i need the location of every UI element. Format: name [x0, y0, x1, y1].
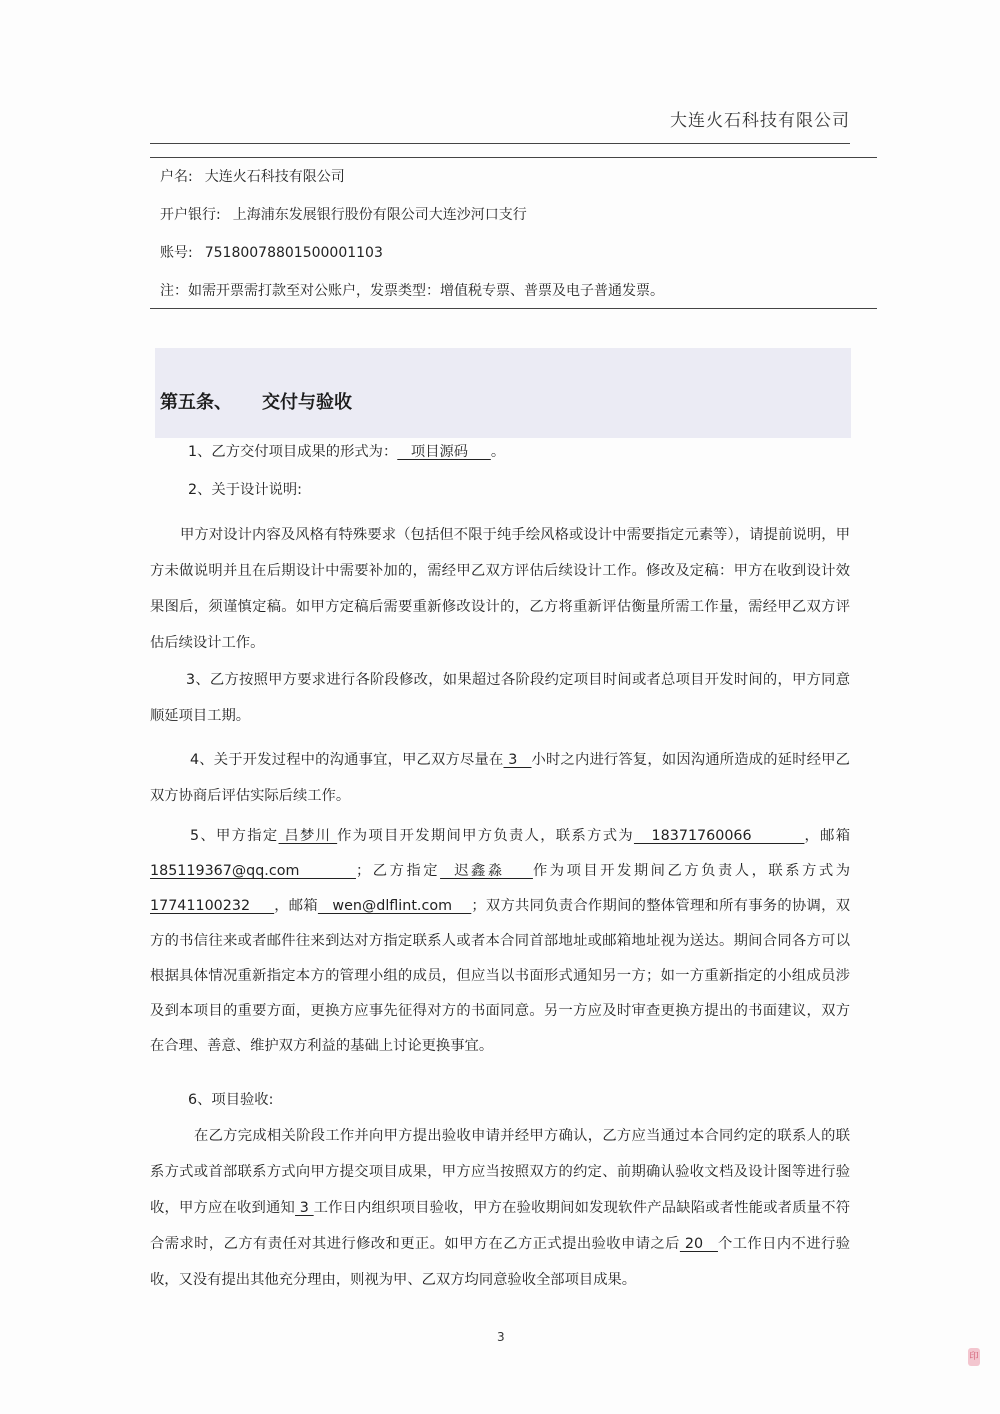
party-a-contact: 吕梦川 [278, 828, 338, 844]
clause-6-body: 在乙方完成相关阶段工作并向甲方提出验收申请并经甲方确认，乙方应当通过本合同约定的联系人的联系方式或首部联系方式向甲方提交项目成果，甲方应当按照双方的约定、前期确认验收文档及设计图等进行验收，甲方应在收到通知 3 工作日内组织项目验收，甲方在验收期间如发现软件产品缺陷或者性能或者质量不符合需求时，乙方有责任对其进行修改和更正。如甲方在乙方正式提出验收申请之后 20 个工作日内不进行验收，又没有提出其他充分理由，则视为甲、乙双方均同意验收全部项目成果。 [150, 1128, 851, 1288]
clause-1: 1、乙方交付项目成果的形式为： 项目源码 。 [188, 444, 506, 460]
account-number-label: 账号: [160, 245, 193, 261]
account-name-line [160, 166, 345, 186]
account-number-line [160, 242, 383, 262]
clause-5: 5、甲方指定 吕梦川 作为项目开发期间甲方负责人，联系方式为 18371760066 ，邮箱185119367@qq.com ；乙方指定 迟鑫淼 作为项目开发期间乙方负责人，联系方式为17741100232 ，邮箱 wen@dlflint.com ；双方共同负责合作期间的整体管理和所有事务的协调，双方的书信往来或者邮件往来到达对方指定联系人或者本合同首部地址或邮箱地址视为送达。期间合同各方可以根据具体情况重新指定本方的管理小组的成员，但应当以书面形式通知另一方；如一方重新指定的小组成员涉及到本项目的重要方面，更换方应事先征得对方的书面同意。另一方应及时审查更换方提出的书面建议，双方在合理、善意、维护双方利益的基础上讨论更换事宜。 [150, 828, 851, 1054]
clause-2-title: 2、关于设计说明: [188, 482, 302, 498]
bank-value: 上海浦东发展银行股份有限公司大连沙河口支行 [232, 207, 527, 223]
account-name-label: 户名: [160, 169, 193, 185]
clause-2-body: 甲方对设计内容及风格有特殊要求（包括但不限于纯手绘风格或设计中需要指定元素等），请提前说明，甲方未做说明并且在后期设计中需要补加的，需经甲乙双方评估后续设计工作。修改及定稿：甲方在收到设计效果图后，须谨慎定稿。如甲方定稿后需要重新修改设计的，乙方将重新评估衡量所需工作量，需经甲乙双方评估后续设计工作。 [150, 527, 850, 651]
clause-3: 3、乙方按照甲方要求进行各阶段修改，如果超过各阶段约定项目时间或者总项目开发时间的，甲方同意顺延项目工期。 [150, 672, 850, 724]
section-number: 第五条、 [160, 392, 232, 413]
header-rule-top [150, 143, 850, 144]
account-name-value: 大连火石科技有限公司 [204, 169, 345, 185]
bank-line [160, 204, 527, 224]
section-title: 交付与验收 [262, 392, 352, 413]
party-a-email: 185119367@qq.com [150, 863, 356, 879]
header-rule-bottom [150, 157, 877, 158]
party-b-contact: 迟鑫淼 [440, 863, 533, 879]
auto-acceptance-days-value: 20 [679, 1236, 718, 1252]
info-rule [150, 308, 877, 309]
party-b-phone: 17741100232 [150, 898, 275, 914]
party-a-phone: 18371760066 [633, 828, 805, 844]
clause-4: 4、关于开发过程中的沟通事宜，甲乙双方尽量在 3 小时之内进行答复，如因沟通所造成的延时经甲乙双方协商后评估实际后续工作。 [150, 752, 850, 804]
acceptance-days-value: 3 [295, 1200, 314, 1216]
page-number: 3 [497, 1330, 505, 1344]
bank-label: 开户银行: [160, 207, 221, 223]
party-b-email: wen@dlflint.com [317, 898, 472, 914]
header-company-name: 大连火石科技有限公司 [670, 111, 850, 131]
delivery-form-value: 项目源码 [397, 444, 491, 460]
clause-6-title: 6、项目验收: [188, 1092, 274, 1108]
account-number-value: 75180078801500001103 [204, 245, 383, 261]
invoice-note: 注：如需开票需打款至对公账户，发票类型：增值税专票、普票及电子普通发票。 [160, 283, 664, 299]
response-hours-value: 3 [503, 752, 532, 768]
section-heading [160, 388, 352, 414]
seal-stamp-icon: 印 [968, 1348, 980, 1366]
